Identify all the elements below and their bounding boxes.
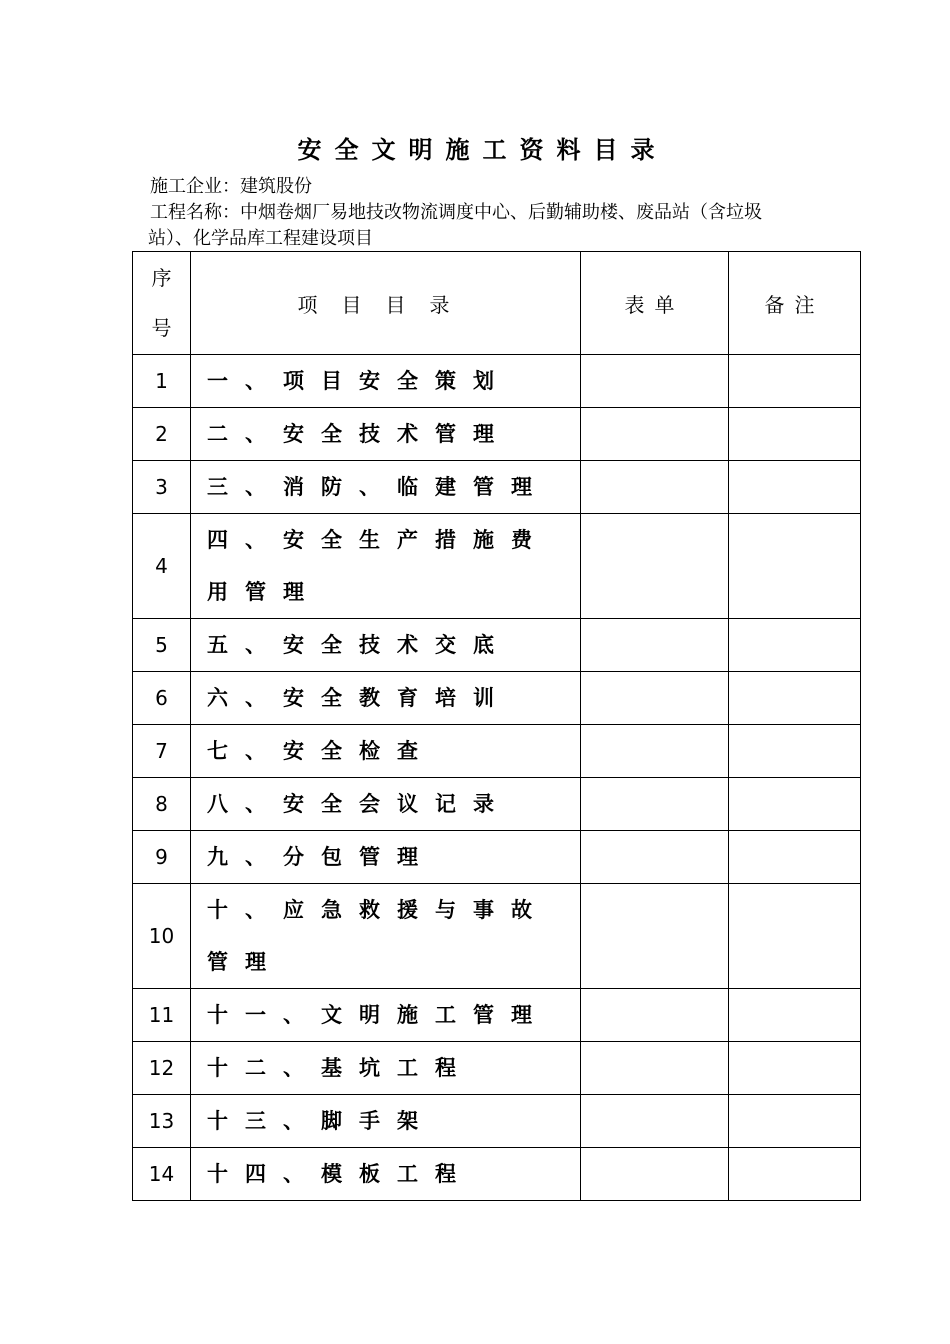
row-item: 三、消防、临建管理 — [191, 461, 581, 514]
row-seq: 4 — [133, 514, 191, 619]
table-row — [133, 831, 861, 884]
row-seq: 5 — [133, 619, 191, 672]
row-item: 十二、基坑工程 — [191, 1042, 581, 1095]
row-form-cell — [581, 408, 729, 461]
header-form: 表单 — [581, 252, 729, 355]
row-form-cell — [581, 884, 729, 989]
row-form-cell — [581, 514, 729, 619]
document-title: 安全文明施工资料目录 — [297, 136, 668, 164]
row-form-cell — [581, 672, 729, 725]
row-seq: 2 — [133, 408, 191, 461]
row-form-cell — [581, 355, 729, 408]
header-note: 备注 — [729, 252, 861, 355]
table-row — [133, 355, 861, 408]
company-value: 建筑股份 — [240, 176, 312, 197]
row-seq: 3 — [133, 461, 191, 514]
header-seq-top: 序 — [151, 266, 172, 290]
row-note-cell — [729, 884, 861, 989]
header-item: 项目目录 — [191, 252, 581, 355]
row-item: 一、项目安全策划 — [191, 355, 581, 408]
row-item: 十、应急救援与事故管理 — [191, 884, 581, 989]
table-row — [133, 672, 861, 725]
row-note-cell — [729, 514, 861, 619]
row-note-cell — [729, 778, 861, 831]
row-note-cell — [729, 461, 861, 514]
row-item: 十三、脚手架 — [191, 1095, 581, 1148]
row-form-cell — [581, 1148, 729, 1201]
table-row — [133, 778, 861, 831]
row-item: 十一、文明施工管理 — [191, 989, 581, 1042]
row-note-cell — [729, 1042, 861, 1095]
row-note-cell — [729, 831, 861, 884]
project-label: 工程名称： — [150, 202, 240, 223]
row-form-cell — [581, 1042, 729, 1095]
header-seq — [133, 252, 191, 355]
row-seq: 12 — [133, 1042, 191, 1095]
table-row — [133, 408, 861, 461]
table-row — [133, 1148, 861, 1201]
row-seq: 13 — [133, 1095, 191, 1148]
row-form-cell — [581, 1095, 729, 1148]
row-note-cell — [729, 1095, 861, 1148]
row-seq: 8 — [133, 778, 191, 831]
table-row — [133, 884, 861, 989]
table-row — [133, 989, 861, 1042]
row-seq: 6 — [133, 672, 191, 725]
table-row — [133, 1095, 861, 1148]
table-row — [133, 461, 861, 514]
row-item: 二、安全技术管理 — [191, 408, 581, 461]
contents-table — [132, 251, 861, 1201]
row-form-cell — [581, 778, 729, 831]
row-item: 四、安全生产措施费用管理 — [191, 514, 581, 619]
row-note-cell — [729, 989, 861, 1042]
company-line — [150, 174, 840, 200]
company-label: 施工企业： — [150, 176, 240, 197]
row-seq: 1 — [133, 355, 191, 408]
project-value-line2: 站）、化学品库工程建设项目 — [148, 228, 373, 249]
table-header-row — [133, 252, 861, 355]
row-seq: 14 — [133, 1148, 191, 1201]
row-seq: 9 — [133, 831, 191, 884]
row-item: 五、安全技术交底 — [191, 619, 581, 672]
table-row — [133, 514, 861, 619]
row-seq: 7 — [133, 725, 191, 778]
row-note-cell — [729, 619, 861, 672]
project-line — [150, 200, 840, 252]
table-row — [133, 725, 861, 778]
row-form-cell — [581, 989, 729, 1042]
row-item: 八、安全会议记录 — [191, 778, 581, 831]
row-item: 七、安全检查 — [191, 725, 581, 778]
row-item: 九、分包管理 — [191, 831, 581, 884]
row-seq: 10 — [133, 884, 191, 989]
row-note-cell — [729, 408, 861, 461]
row-note-cell — [729, 355, 861, 408]
row-form-cell — [581, 461, 729, 514]
row-item: 六、安全教育培训 — [191, 672, 581, 725]
row-form-cell — [581, 725, 729, 778]
row-note-cell — [729, 1148, 861, 1201]
row-item: 十四、模板工程 — [191, 1148, 581, 1201]
project-value-line1: 中烟卷烟厂易地技改物流调度中心、后勤辅助楼、废品站（含垃圾 — [240, 202, 762, 223]
row-note-cell — [729, 725, 861, 778]
table-row — [133, 1042, 861, 1095]
row-note-cell — [729, 672, 861, 725]
row-form-cell — [581, 831, 729, 884]
row-form-cell — [581, 619, 729, 672]
row-seq: 11 — [133, 989, 191, 1042]
header-seq-bottom: 号 — [151, 316, 172, 340]
table-row — [133, 619, 861, 672]
